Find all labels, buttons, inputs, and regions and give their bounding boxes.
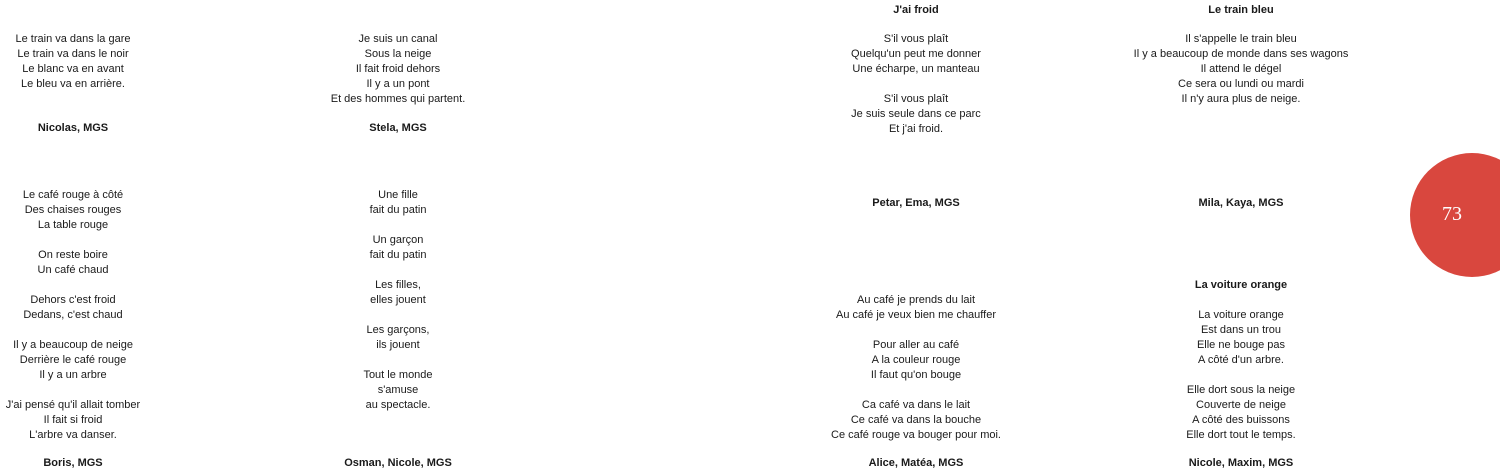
poem-line: Le train va dans la gare [15,33,131,45]
stanza-break [816,323,1016,338]
poem-title: Le train bleu [1208,4,1274,16]
poem-line: S'il vous plaît [883,33,949,45]
poem-line: Une écharpe, un manteau [852,63,980,75]
stanza-break [1130,368,1352,383]
poem-line: Une fille [378,189,418,201]
poem-line: A la couleur rouge [871,354,961,366]
poem-line: Dehors c'est froid [30,294,116,306]
poem-line: Et j'ai froid. [888,123,944,135]
poem-author: Mila, Kaya, MGS [1198,197,1284,209]
poem-line: Il y a un arbre [39,369,107,381]
poem-author: Osman, Nicole, MGS [344,457,452,469]
poem-line: Les garçons, [366,324,430,336]
poem-line: Sous la neige [364,48,432,60]
poem-line: Ca café va dans le lait [861,399,971,411]
poem-cafe-rouge [0,188,146,443]
poem-author: Nicolas, MGS [37,122,109,134]
poem-line: On reste boire [38,249,108,261]
poem-line: L'arbre va danser. [29,429,117,441]
poem-line: Ce sera ou lundi ou mardi [1178,78,1304,90]
poem-line: S'il vous plaît [883,93,949,105]
poem-line: Au café je veux bien me chauffer [835,309,996,321]
poem-line: Il s'appelle le train bleu [1185,33,1297,45]
poem-line: Les filles, [375,279,421,291]
poem-patin [320,188,476,413]
poem-line: Des chaises rouges [24,204,122,216]
poem-train-bleu [1130,32,1352,107]
poem-author: Stela, MGS [369,122,427,134]
page-number: 73 [1442,203,1462,225]
poem-canal [320,32,476,107]
poem-line: Quelqu'un peut me donner [851,48,981,60]
poem-line: Pour aller au café [872,339,960,351]
poem-author: Nicole, Maxim, MGS [1188,457,1294,469]
poem-line: Je suis un canal [358,33,438,45]
poem-author: Petar, Ema, MGS [872,197,960,209]
poem-title: J'ai froid [893,4,939,16]
poem-title: La voiture orange [1194,279,1288,291]
poem-line: Il y a un pont [366,78,430,90]
poem-line: Il fait froid dehors [355,63,441,75]
poem-line: Le blanc va en avant [22,63,124,75]
poem-line: Elle dort sous la neige [1186,384,1296,396]
poem-line: Il y a beaucoup de monde dans ses wagons [1133,48,1349,60]
stanza-break [320,263,476,278]
poem-line: Un café chaud [37,264,109,276]
poem-line: Je suis seule dans ce parc [851,108,981,120]
poem-line: J'ai pensé qu'il allait tomber [5,399,141,411]
poem-train-gare [0,32,146,92]
poem-line: Il n'y aura plus de neige. [1181,93,1301,105]
poem-line: La voiture orange [1198,309,1284,321]
poem-line: Le train va dans le noir [17,48,129,60]
poem-line: Derrière le café rouge [19,354,127,366]
poem-line: Couverte de neige [1196,399,1286,411]
stanza-break [816,77,1016,92]
poem-line: fait du patin [369,249,427,261]
poem-line: Et des hommes qui partent. [330,93,466,105]
stanza-break [320,308,476,323]
poem-line: Le bleu va en arrière. [21,78,125,90]
stanza-break [816,383,1016,398]
poem-line: Dedans, c'est chaud [23,309,123,321]
poem-cafe-lait [816,293,1016,443]
poem-line: Le café rouge à côté [22,189,124,201]
stanza-break [320,353,476,368]
poem-line: Il attend le dégel [1200,63,1282,75]
stanza-break [320,218,476,233]
stanza-break [0,233,146,248]
poem-line: Un garçon [372,234,424,246]
stanza-break [0,278,146,293]
stanza-break [0,323,146,338]
poem-line: La table rouge [37,219,109,231]
stanza-break [0,383,146,398]
poem-jai-froid [816,32,1016,137]
poem-author: Boris, MGS [43,457,103,469]
poem-author: Alice, Matéa, MGS [868,457,964,469]
poem-voiture-orange [1130,308,1352,443]
poem-line: fait du patin [369,204,427,216]
poem-line: elles jouent [370,294,426,306]
poem-line: s'amuse [377,384,419,396]
poem-line: Il fait si froid [43,414,103,426]
poem-line: Il faut qu'on bouge [870,369,962,381]
poem-line: Ce café rouge va bouger pour moi. [831,429,1001,441]
poem-line: ils jouent [376,339,420,351]
poem-line: Est dans un trou [1200,324,1282,336]
poem-line: Ce café va dans la bouche [850,414,982,426]
poem-line: au spectacle. [365,399,431,411]
poem-line: A côté d'un arbre. [1198,354,1284,366]
poem-line: Elle ne bouge pas [1196,339,1286,351]
poem-line: Tout le monde [363,369,433,381]
poem-line: A côté des buissons [1192,414,1290,426]
poem-line: Il y a beaucoup de neige [13,339,133,351]
poem-line: Au café je prends du lait [856,294,976,306]
poem-line: Elle dort tout le temps. [1186,429,1296,441]
